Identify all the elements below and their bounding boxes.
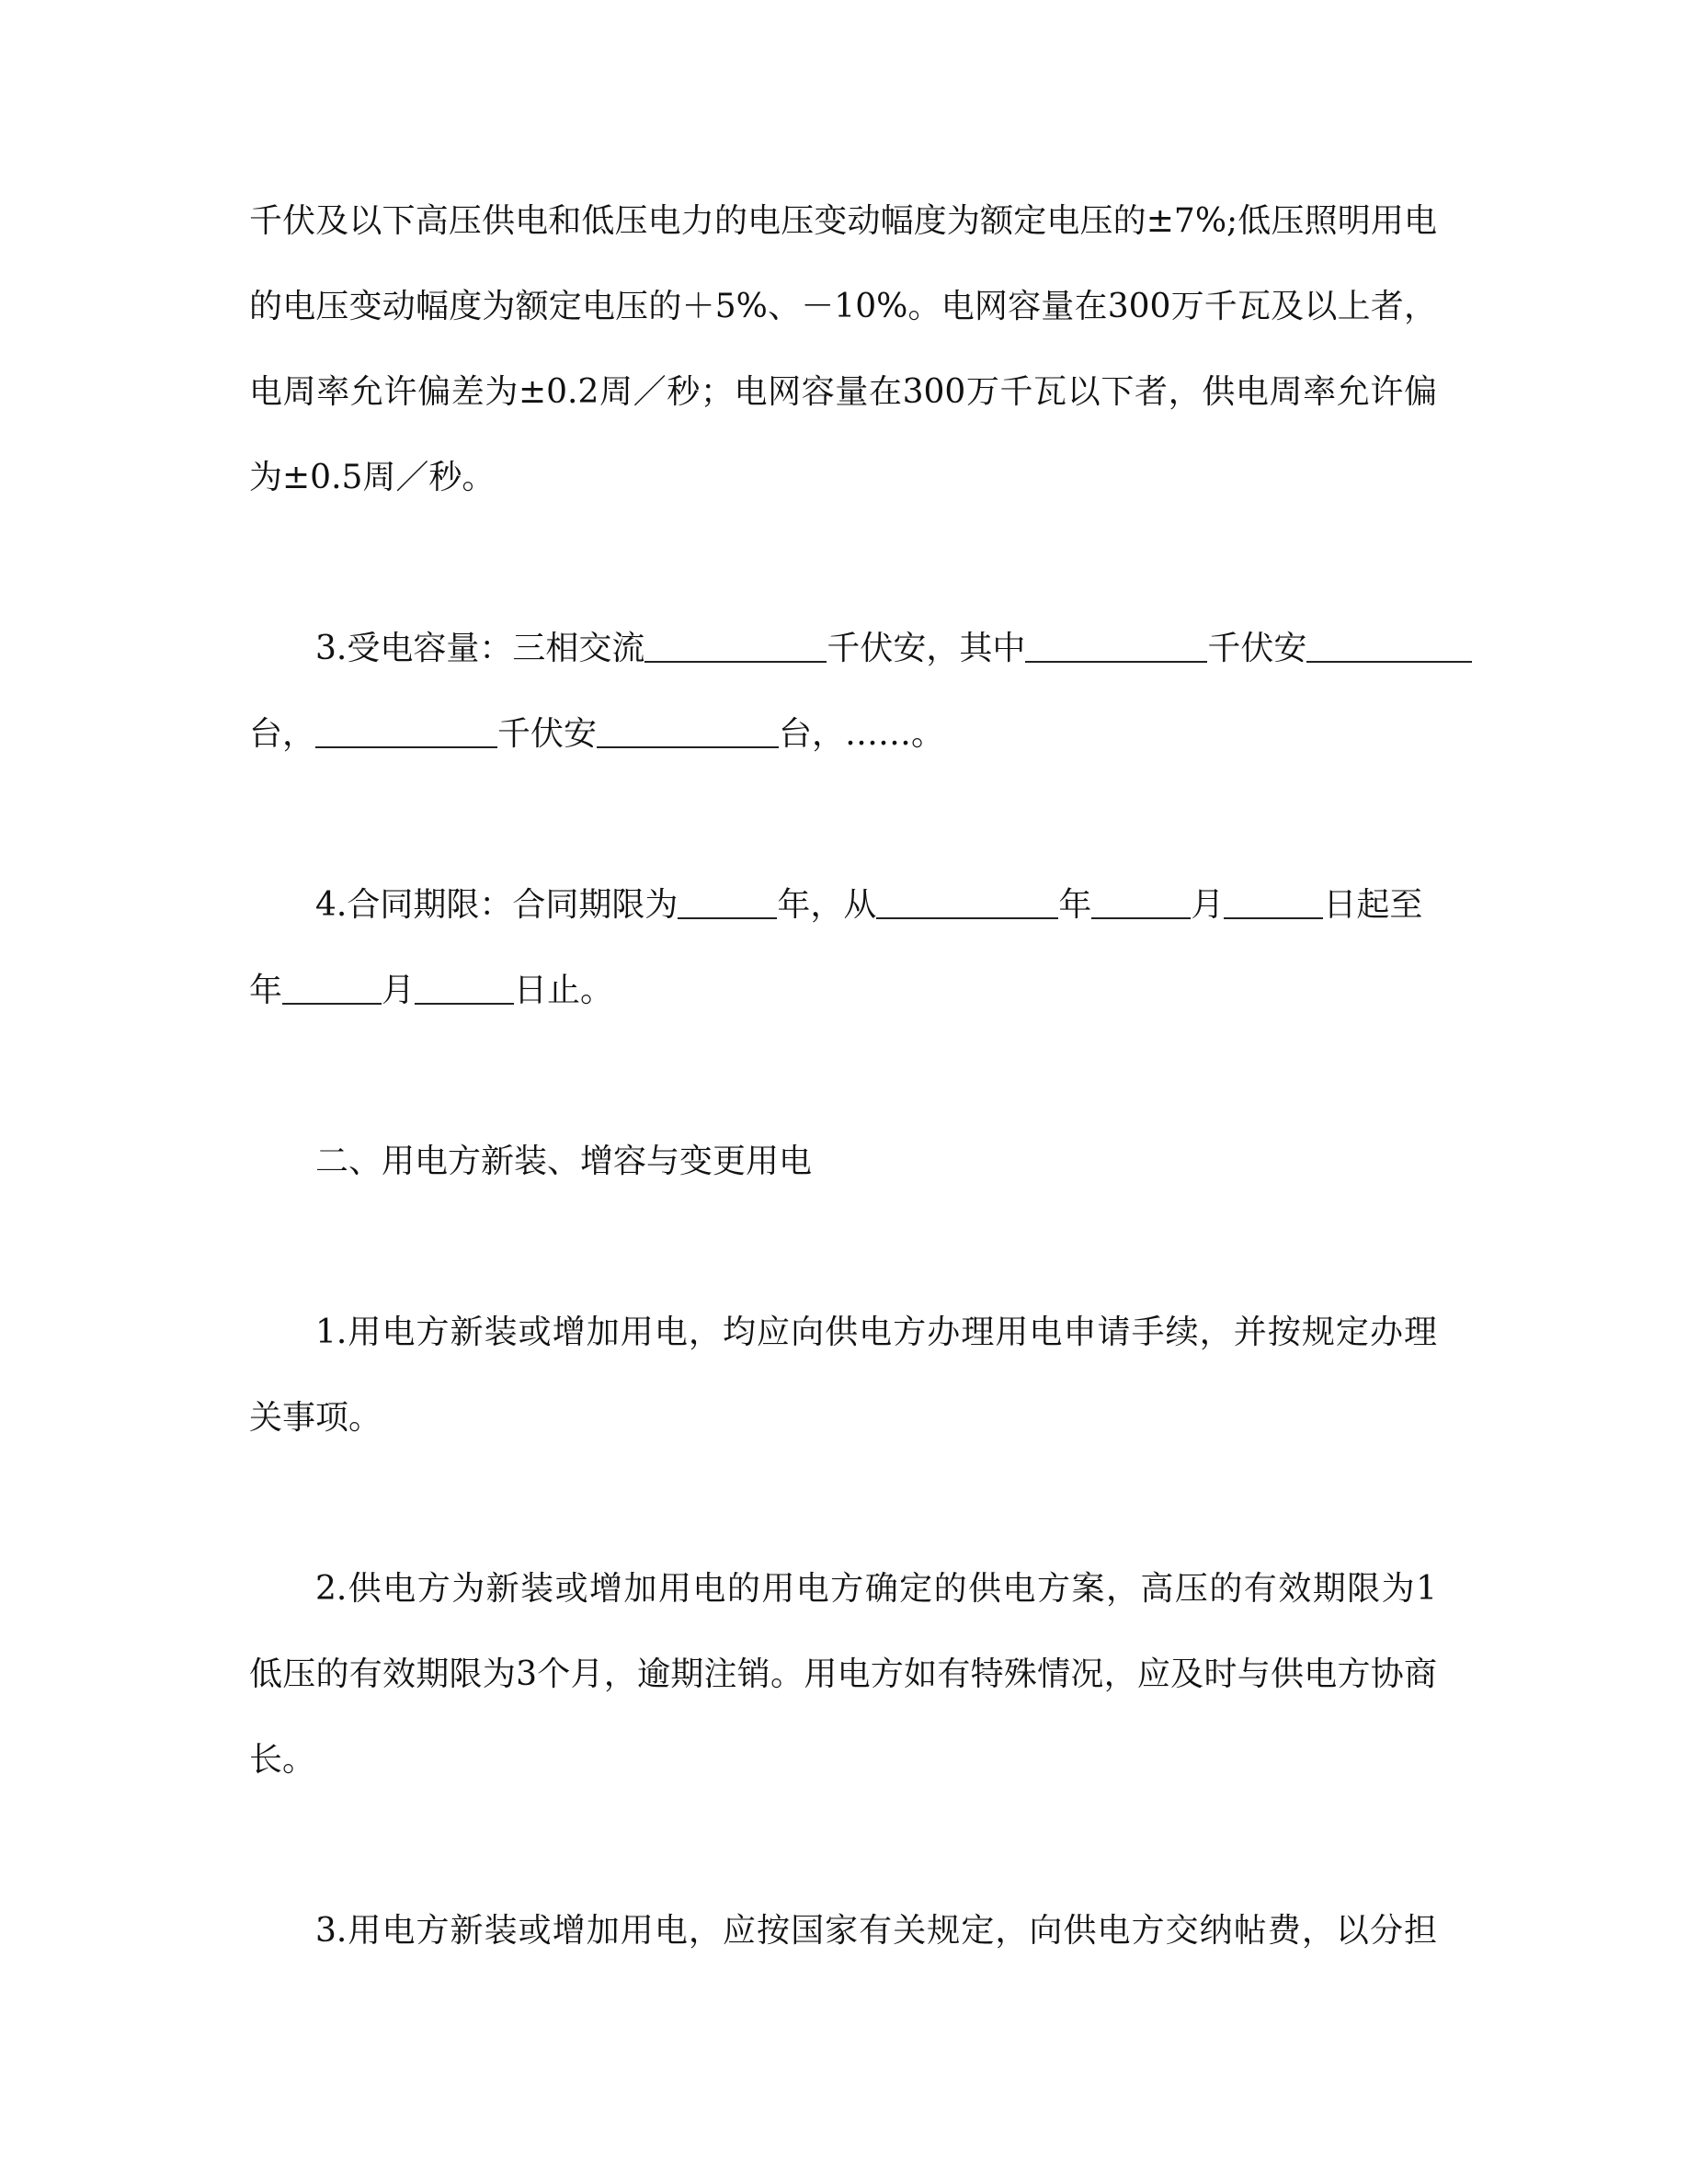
capacity-text: 千伏安 — [1207, 630, 1307, 667]
term-label: 4.合同期限：合同期限为 — [315, 886, 679, 924]
capacity-text: 台，……。 — [779, 715, 945, 753]
text-line: 长。 — [249, 1741, 316, 1779]
text-line — [249, 691, 1437, 777]
blank-end-month[interactable] — [282, 1002, 382, 1005]
blank-term-years[interactable] — [678, 916, 777, 919]
text-line: 千伏及以下高压供电和低压电力的电压变动幅度为额定电压的±7%;低压照明用电 — [249, 202, 1437, 240]
paragraph-clause-1 — [249, 1290, 1437, 1461]
paragraph-spacer — [249, 520, 1437, 606]
blank-unit-kva-1[interactable] — [1025, 660, 1207, 663]
term-text: 日止。 — [514, 972, 614, 1009]
text-line — [249, 606, 1437, 691]
capacity-text: 台， — [249, 715, 316, 753]
text-line — [249, 862, 1437, 948]
term-text: 年 — [1058, 886, 1092, 924]
paragraph-voltage-frequency — [249, 178, 1437, 520]
capacity-label: 3.受电容量：三相交流 — [315, 630, 645, 667]
term-text: 日起至 — [1323, 886, 1423, 924]
capacity-text: 千伏安 — [497, 715, 598, 753]
text-line: 低压的有效期限为3个月，逾期注销。用电方如有特殊情况，应及时与供电方协商 — [249, 1655, 1437, 1693]
blank-end-day[interactable] — [415, 1002, 514, 1005]
text-line: 为±0.5周／秒。 — [249, 459, 496, 496]
blank-unit-count-1[interactable] — [1306, 660, 1472, 663]
blank-unit-kva-2[interactable] — [315, 745, 497, 748]
text-line: 3.用电方新装或增加用电，应按国家有关规定，向供电方交纳帖费，以分担 — [315, 1912, 1437, 1950]
term-text: 月 — [382, 972, 416, 1009]
text-line: 的电压变动幅度为额定电压的＋5%、－10%。电网容量在300万千瓦及以上者， — [249, 288, 1437, 325]
document-body — [249, 178, 1437, 1974]
capacity-text: 千伏安，其中 — [827, 630, 1026, 667]
text-line — [249, 948, 1437, 1033]
text-line: 电周率允许偏差为±0.2周／秒；电网容量在300万千瓦以下者，供电周率允许偏 — [249, 373, 1437, 411]
paragraph-clause-2 — [249, 1546, 1437, 1803]
blank-start-day[interactable] — [1224, 916, 1323, 919]
term-text: 年 — [249, 972, 283, 1009]
text-line: 关事项。 — [249, 1399, 382, 1437]
paragraph-spacer — [249, 1803, 1437, 1888]
blank-total-kva[interactable] — [644, 660, 827, 663]
blank-unit-count-2[interactable] — [597, 745, 779, 748]
paragraph-spacer — [249, 1033, 1437, 1119]
term-text: 月 — [1191, 886, 1225, 924]
term-text: 年，从 — [777, 886, 877, 924]
section-heading: 二、用电方新装、增容与变更用电 — [315, 1143, 813, 1180]
paragraph-capacity — [249, 606, 1437, 777]
blank-start-year[interactable] — [876, 916, 1058, 919]
paragraph-clause-3 — [249, 1888, 1437, 1974]
paragraph-spacer — [249, 1461, 1437, 1546]
paragraph-spacer — [249, 1204, 1437, 1290]
text-line: 1.用电方新装或增加用电，均应向供电方办理用电申请手续，并按规定办理 — [315, 1314, 1437, 1351]
paragraph-spacer — [249, 777, 1437, 862]
blank-start-month[interactable] — [1091, 916, 1191, 919]
text-line: 2.供电方为新装或增加用电的用电方确定的供电方案，高压的有效期限为1 — [315, 1570, 1437, 1608]
paragraph-term — [249, 862, 1437, 1033]
